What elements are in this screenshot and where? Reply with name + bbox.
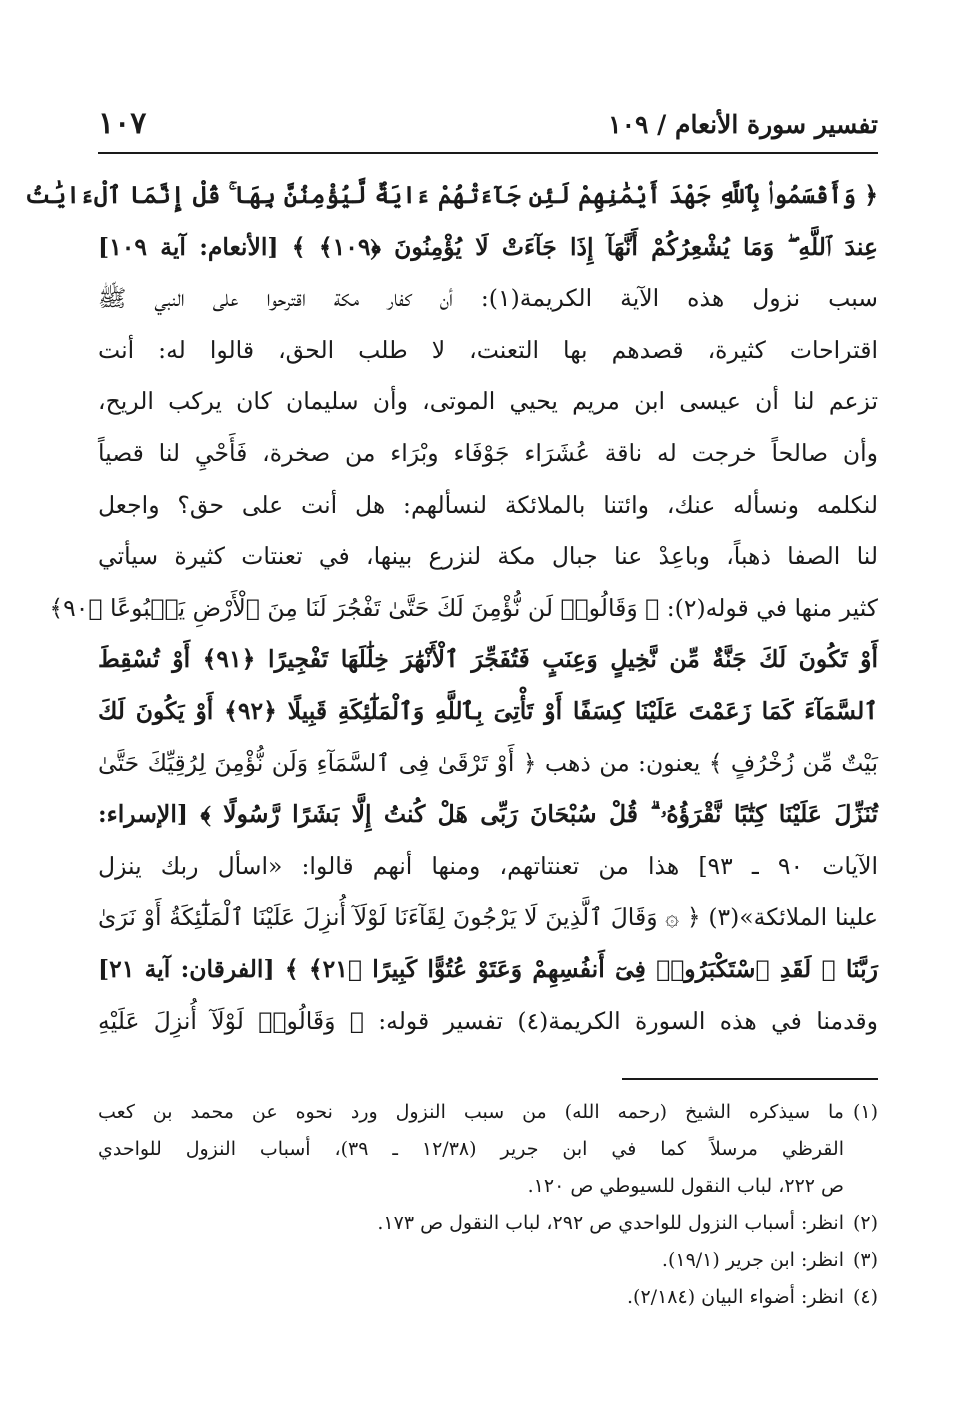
text-line: الآيات ٩٠ ـ ٩٣] هذا من تعنتاتهم، ومنها أنهم قالوا: «اسأل ربك ينزل <box>98 851 878 880</box>
footnote-2 <box>98 1205 878 1242</box>
footnote-text <box>98 1242 844 1279</box>
text-line: لنكلمه ونسأله عنك، وائتنا بالملائكة لنسألهم: هل أنت على حق؟ واجعل <box>98 490 878 519</box>
footnote-4 <box>98 1279 878 1316</box>
footnote-line: انظر: أسباب النزول للواحدي ص ٢٩٢، لباب النقول ص ١٧٣. <box>377 1212 844 1234</box>
footnotes <box>98 1094 878 1316</box>
text-line: كثير منها في قوله(٢): ﴿ وَقَالُوا۟ لَن نُّؤْمِنَ لَكَ حَتَّىٰ تَفْجُرَ لَنَا مِنَ ٱلْأَرْضِ يَنۢبُوعًا ﴿٩٠﴾ <box>49 593 878 622</box>
footnote-1 <box>98 1094 878 1205</box>
footnote-line: ما سيذكره الشيخ (رحمه الله) من سبب النزول ورد نحوه عن محمد بن كعب <box>98 1101 844 1123</box>
text-line: علينا الملائكة»(٣) ﴿ ۞ وَقَالَ ٱلَّذِينَ لَا يَرْجُونَ لِقَآءَنَا لَوْلَآ أُنزِلَ عَلَيْنَا ٱلْمَلَٰٓئِكَةُ أَوْ نَرَىٰ <box>98 903 878 932</box>
text-line: تُنَزِّلَ عَلَيْنَا كِتَٰبًا نَّقْرَؤُهُۥ ۗ قُلْ سُبْحَانَ رَبِّى هَلْ كُنتُ إِلَّا بَشَرًا رَّسُولًا ﴾ [الإسراء: <box>98 800 878 829</box>
book-page <box>25 100 879 1308</box>
footnote-line: القرظي مرسلاً كما في ابن جرير (١٢/٣٨ ـ ٣٩)، أسباب النزول للواحدي <box>98 1138 844 1160</box>
text-line: تزعم لنا أن عيسى ابن مريم يحيي الموتى، وأن سليمان كان يركب الريح، <box>98 387 878 416</box>
text-line: بَيْتٌ مِّن زُخْرُفٍ ﴾ يعنون: من ذهب ﴿ أَوْ تَرْقَىٰ فِى ٱلسَّمَآءِ وَلَن نُّؤْمِنَ لِرُقِيِّكَ حَتَّىٰ <box>98 748 878 777</box>
text-line: رَبَّنَا ۗ لَقَدِ ٱسْتَكْبَرُوا۟ فِىٓ أَنفُسِهِمْ وَعَتَوْ عُتُوًّا كَبِيرًا ﴿٢١﴾ ﴾ [الفرقان: آية ٢١] <box>98 954 878 983</box>
footnote-number: (٢) <box>852 1212 878 1234</box>
footnote-3 <box>98 1242 878 1279</box>
footnote-number: (٤) <box>852 1286 878 1308</box>
footnote-line: انظر: ابن جرير (١٩/١). <box>661 1249 844 1271</box>
page-number: ١٠٧ <box>98 106 147 141</box>
text-line: عِندَ ٱللَّهِ ۖ وَمَا يُشْعِرُكُمْ أَنَّهَآ إِذَا جَآءَتْ لَا يُؤْمِنُونَ ﴿١٠٩﴾ ﴾ [الأنعام: آية ١٠٩] <box>98 232 879 261</box>
footnote-text <box>98 1279 844 1316</box>
running-title: تفسير سورة الأنعام / ١٠٩ <box>608 110 878 139</box>
main-text <box>25 170 879 1047</box>
text-line: ٱلسَّمَآءَ كَمَا زَعَمْتَ عَلَيْنَا كِسَفًا أَوْ تَأْتِىَ بِٱللَّهِ وَٱلْمَلَٰٓئِكَةِ قَبِيلًا ﴿٩٢﴾ أَوْ يَكُونَ لَكَ <box>98 696 878 725</box>
text-line: وأن صالحاً خرجت له ناقة عُشَرَاء جَوْفَاء وبْرَاء من صخرة، فَأَحْيِ لنا قصياً <box>98 438 878 467</box>
footnote-line: ص ٢٢٢، لباب النقول للسيوطي ص ١٢٠. <box>527 1175 844 1197</box>
footnote-separator <box>622 1078 878 1080</box>
footnote-number: (٣) <box>852 1249 878 1271</box>
footnote-line: انظر: أضواء البيان (٢/١٨٤). <box>627 1286 844 1308</box>
text-line: سبب نزول هذه الآية الكريمة(١): أن كفار مكة اقترحوا على النبي ﷺ <box>98 284 878 313</box>
text-line: ﴿ وَأَقْسَمُوا۟ بِٱللَّهِ جَهْدَ أَيْمَٰنِهِمْ لَئِن جَآءَتْهُمْ ءَايَةٌ لَّيُؤْمِنُنَّ بِهَا ۚ قُلْ إِنَّمَا ٱلْءَايَٰتُ <box>25 181 878 209</box>
footnote-text <box>98 1205 844 1242</box>
text-line: اقتراحات كثيرة، قصدهم بها التعنت، لا طلب الحق، قالوا له: أنت <box>98 335 878 364</box>
footnote-number: (١) <box>852 1101 878 1123</box>
text-line: وقدمنا في هذه السورة الكريمة(٤) تفسير قوله: ﴿ وَقَالُوا۟ لَوْلَآ أُنزِلَ عَلَيْهِ <box>98 1006 878 1035</box>
text-line: أَوْ تَكُونَ لَكَ جَنَّةٌ مِّن نَّخِيلٍ وَعِنَبٍ فَتُفَجِّرَ ٱلْأَنْهَٰرَ خِلَٰلَهَا تَفْجِيرًا ﴿٩١﴾ أَوْ تُسْقِطَ <box>98 645 878 674</box>
page-header <box>98 100 878 154</box>
text-line: لنا الصفا ذهباً، وباعِدْ عنا جبال مكة لنزرع بينها، في تعنتات كثيرة سيأتي <box>98 542 878 571</box>
footnote-text <box>98 1094 844 1205</box>
